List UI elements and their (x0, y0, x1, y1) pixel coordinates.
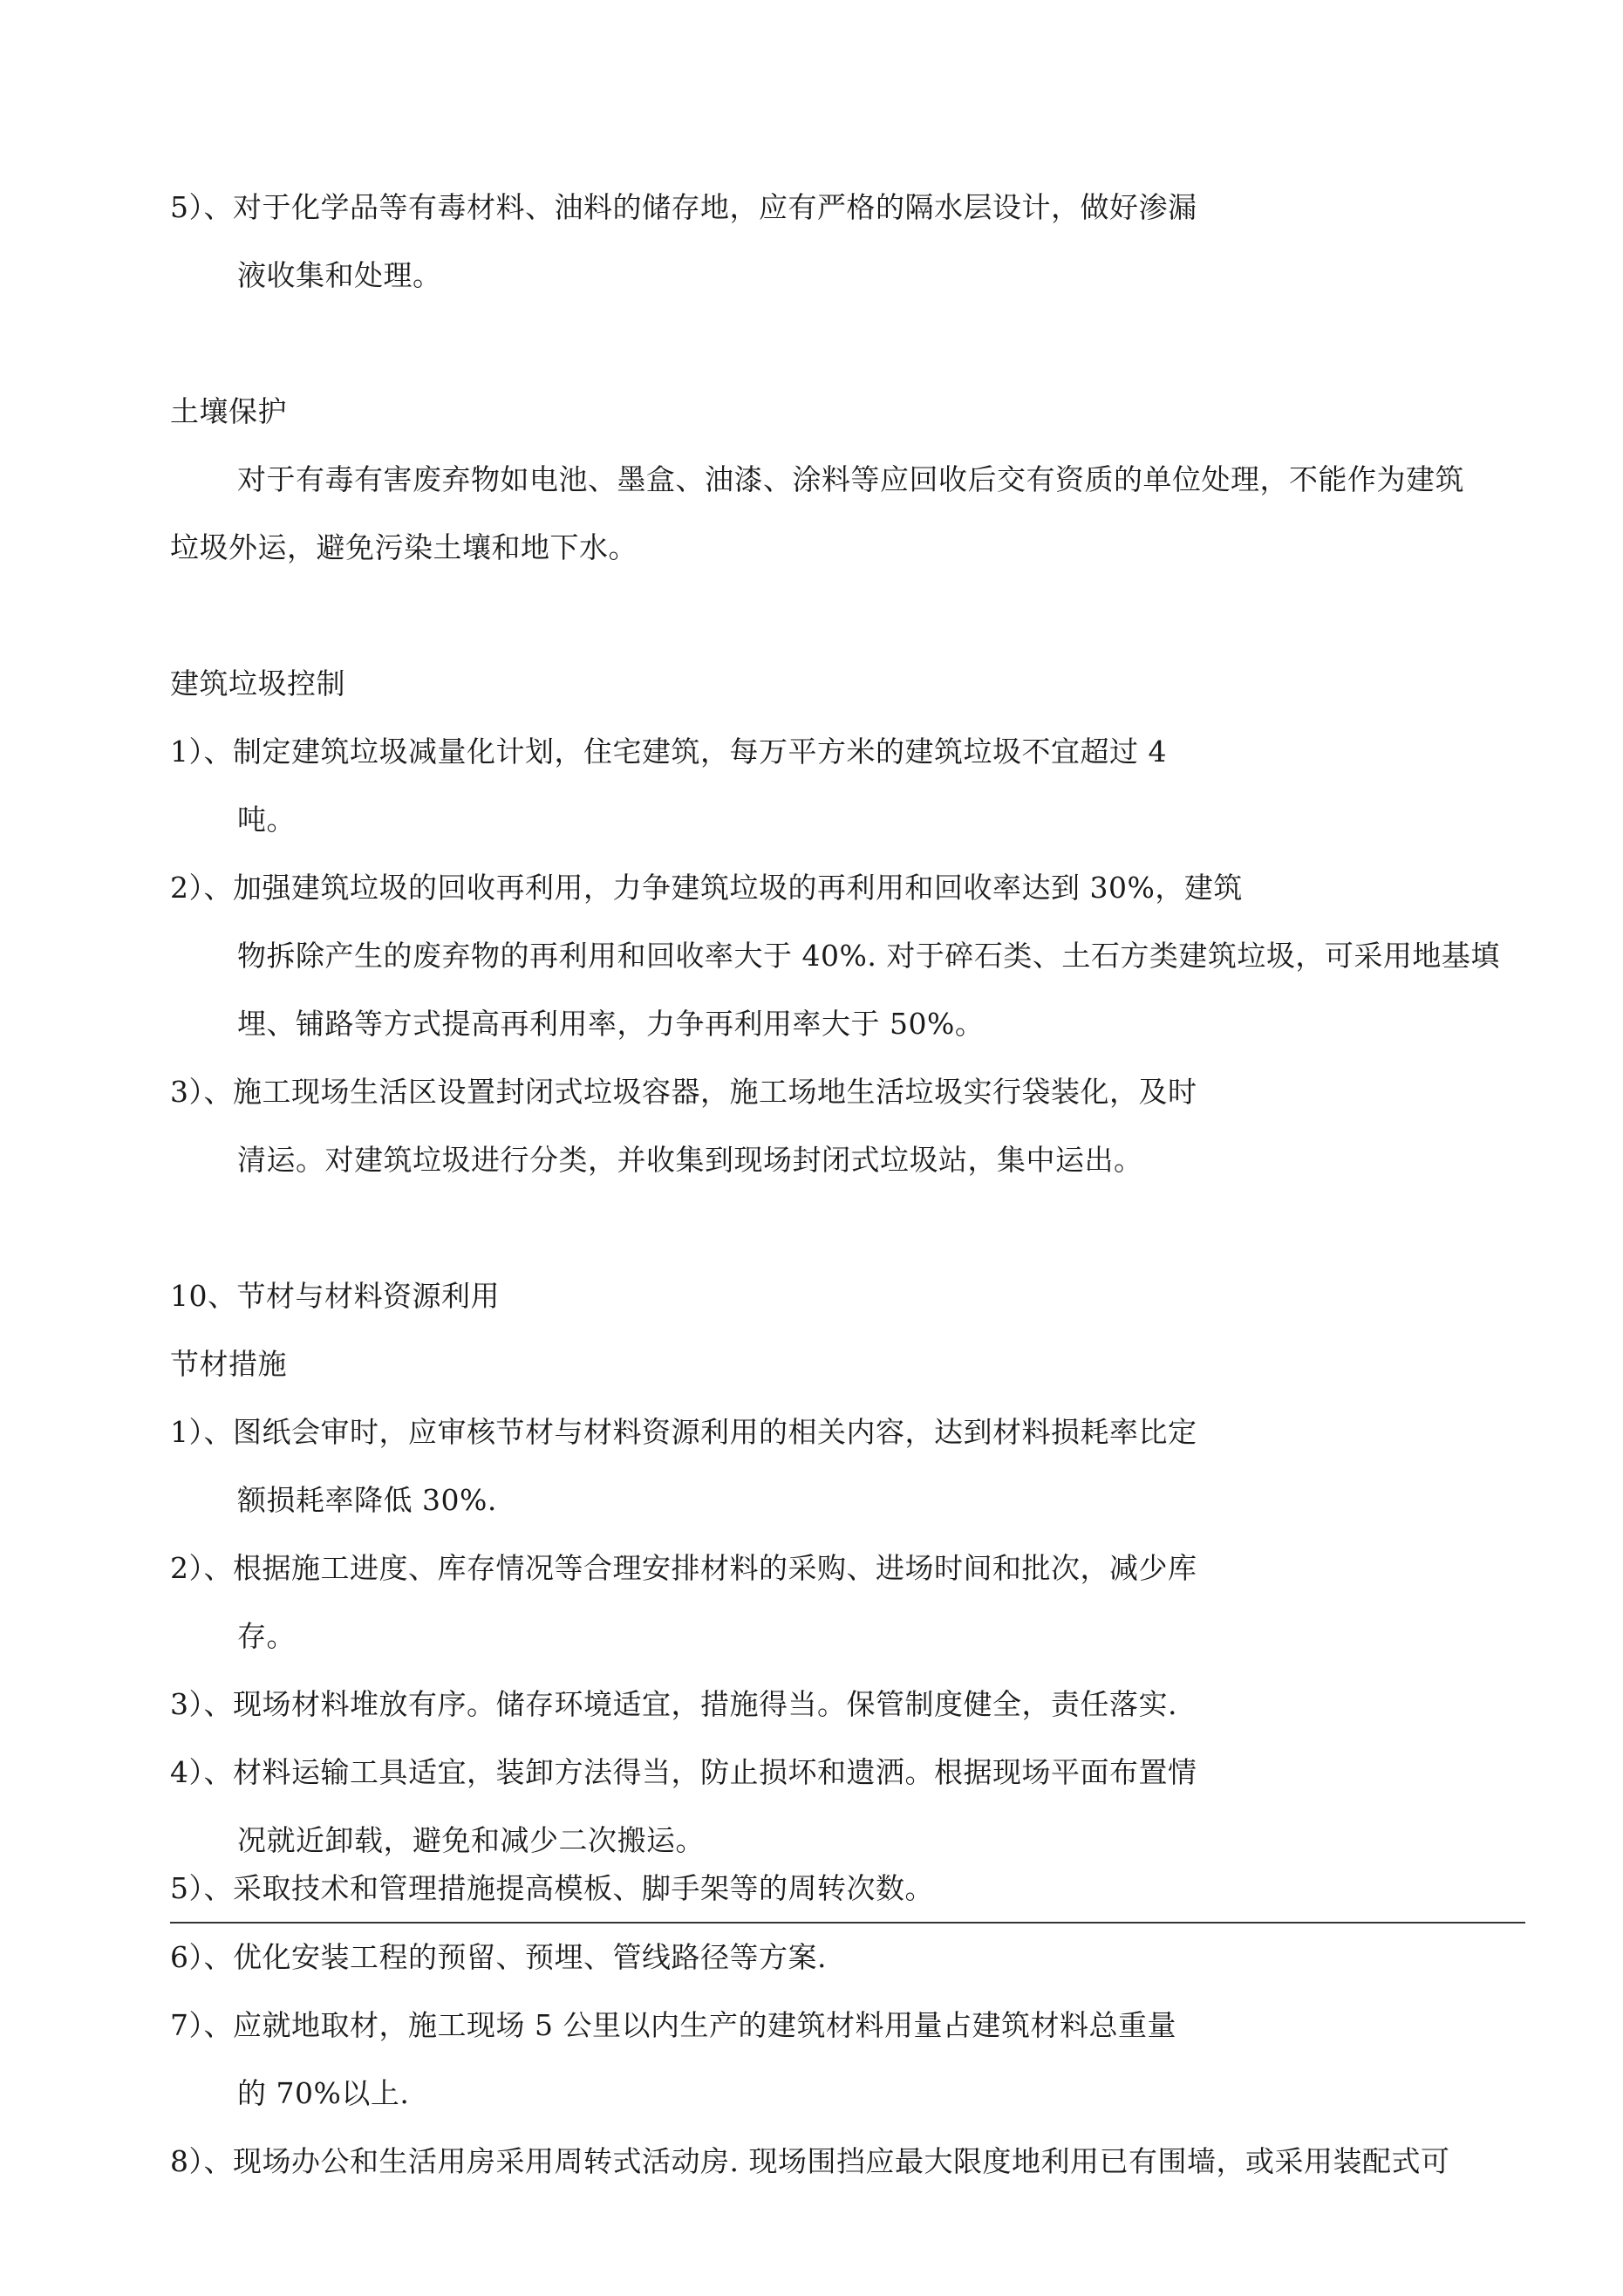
text-line: 况就近卸载，避免和减少二次搬运。 (237, 1823, 705, 1857)
text-line: 7）、应就地取材，施工现场 5 公里以内生产的建筑材料用量占建筑材料总重量 (170, 2008, 1176, 2042)
text-line: 的 70%以上. (237, 2076, 410, 2110)
text-line: 3）、现场材料堆放有序。储存环境适宜，措施得当。保管制度健全，责任落实. (170, 1687, 1177, 1721)
text-line: 2）、根据施工进度、库存情况等合理安排材料的采购、进场时间和批次，减少库 (170, 1551, 1197, 1585)
text-line: 物拆除产生的废弃物的再利用和回收率大于 40%. 对于碎石类、土石方类建筑垃圾，可采用地基填 (237, 939, 1500, 973)
text-line: 4）、材料运输工具适宜，装卸方法得当，防止损坏和遗洒。根据现场平面布置情 (170, 1755, 1197, 1789)
text-line: 5）、对于化学品等有毒材料、油料的储存地，应有严格的隔水层设计，做好渗漏 (170, 190, 1197, 224)
section-heading: 10、节材与材料资源利用 (170, 1279, 500, 1313)
text-line: 液收集和处理。 (237, 258, 442, 292)
text-line: 额损耗率降低 30%. (237, 1483, 497, 1517)
text-line: 5）、采取技术和管理措施提高模板、脚手架等的周转次数。 (170, 1871, 934, 1905)
text-line: 1）、图纸会审时，应审核节材与材料资源利用的相关内容，达到材料损耗率比定 (170, 1415, 1197, 1449)
text-line: 6）、优化安装工程的预留、预埋、管线路径等方案. (170, 1940, 827, 1974)
page-divider (170, 1922, 1525, 1924)
text-line: 8）、现场办公和生活用房采用周转式活动房. 现场围挡应最大限度地利用已有围墙，或采用装配式可 (170, 2144, 1450, 2178)
text-line: 1）、制定建筑垃圾减量化计划，住宅建筑，每万平方米的建筑垃圾不宜超过 4 (170, 735, 1167, 769)
section-heading: 土壤保护 (170, 394, 287, 428)
text-line: 清运。对建筑垃圾进行分类，并收集到现场封闭式垃圾站，集中运出。 (237, 1143, 1143, 1177)
text-line: 存。 (237, 1619, 296, 1653)
section-heading: 建筑垃圾控制 (170, 666, 345, 700)
text-line: 吨。 (237, 803, 296, 837)
text-line: 2）、加强建筑垃圾的回收再利用，力争建筑垃圾的再利用和回收率达到 30%，建筑 (170, 871, 1243, 905)
section-heading: 节材措施 (170, 1347, 287, 1381)
text-line: 对于有毒有害废弃物如电池、墨盒、油漆、涂料等应回收后交有资质的单位处理，不能作为建筑 (237, 462, 1464, 496)
text-line: 垃圾外运，避免污染土壤和地下水。 (170, 530, 638, 564)
text-line: 3）、施工现场生活区设置封闭式垃圾容器，施工场地生活垃圾实行袋装化，及时 (170, 1075, 1197, 1109)
text-line: 埋、铺路等方式提高再利用率，力争再利用率大于 50%。 (237, 1007, 985, 1041)
